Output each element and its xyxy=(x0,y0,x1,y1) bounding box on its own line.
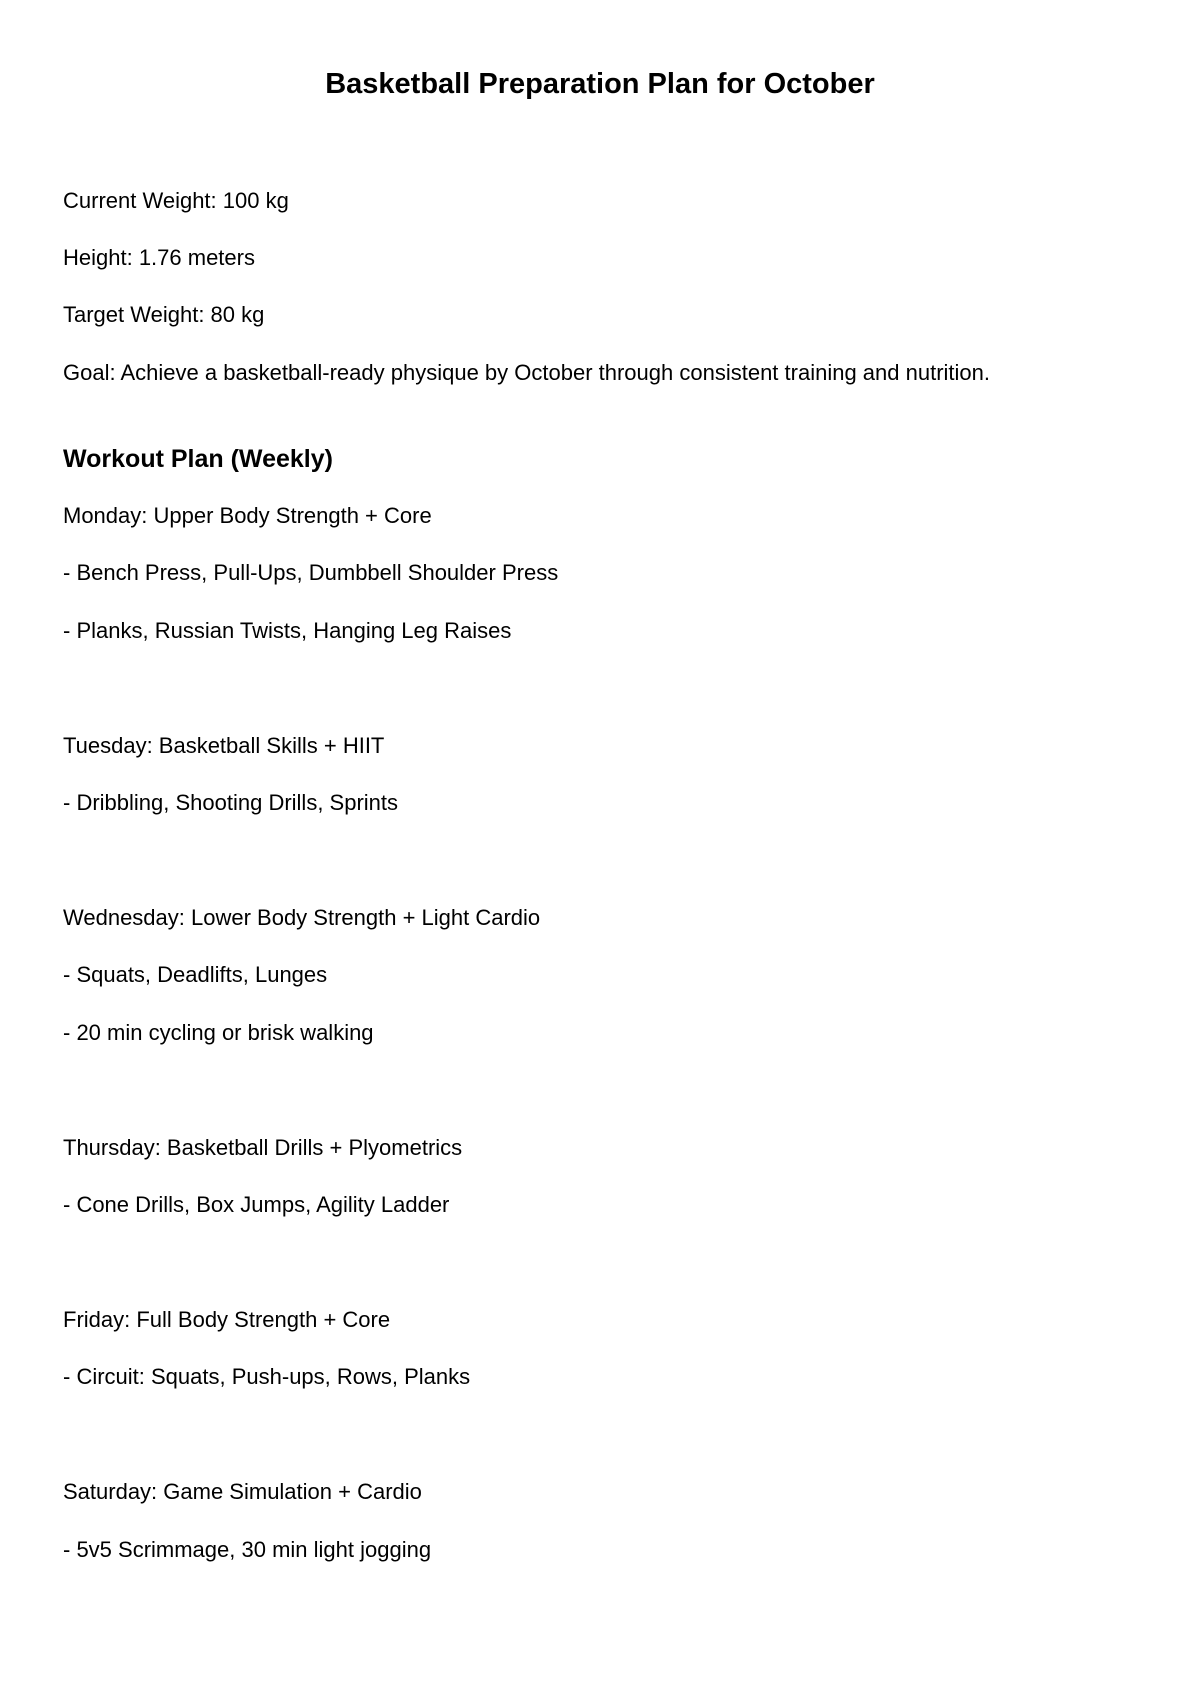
day-heading-wednesday: Wednesday: Lower Body Strength + Light Cardio xyxy=(63,905,541,930)
exercise-item: - Dribbling, Shooting Drills, Sprints xyxy=(63,790,399,815)
exercise-item: - Cone Drills, Box Jumps, Agility Ladder xyxy=(63,1192,450,1217)
current-weight-line: Current Weight: 100 kg xyxy=(63,188,289,213)
day-heading-monday: Monday: Upper Body Strength + Core xyxy=(63,503,432,528)
exercise-item: - 5v5 Scrimmage, 30 min light jogging xyxy=(63,1537,432,1562)
height-line: Height: 1.76 meters xyxy=(63,245,255,270)
exercise-item: - Squats, Deadlifts, Lunges xyxy=(63,962,328,987)
workout-plan-heading: Workout Plan (Weekly) xyxy=(63,445,333,473)
day-heading-saturday: Saturday: Game Simulation + Cardio xyxy=(63,1479,422,1504)
document-title: Basketball Preparation Plan for October xyxy=(325,68,875,100)
exercise-item: - Planks, Russian Twists, Hanging Leg Raises xyxy=(63,618,512,643)
day-heading-friday: Friday: Full Body Strength + Core xyxy=(63,1307,391,1332)
day-heading-thursday: Thursday: Basketball Drills + Plyometrics xyxy=(63,1135,463,1160)
target-weight-line: Target Weight: 80 kg xyxy=(63,302,265,327)
exercise-item: - Bench Press, Pull-Ups, Dumbbell Shoulder Press xyxy=(63,560,559,585)
exercise-item: - Circuit: Squats, Push-ups, Rows, Planks xyxy=(63,1364,471,1389)
goal-line: Goal: Achieve a basketball-ready physique by October through consistent training and nutrition. xyxy=(63,360,990,385)
day-heading-tuesday: Tuesday: Basketball Skills + HIIT xyxy=(63,733,385,758)
exercise-item: - 20 min cycling or brisk walking xyxy=(63,1020,374,1045)
